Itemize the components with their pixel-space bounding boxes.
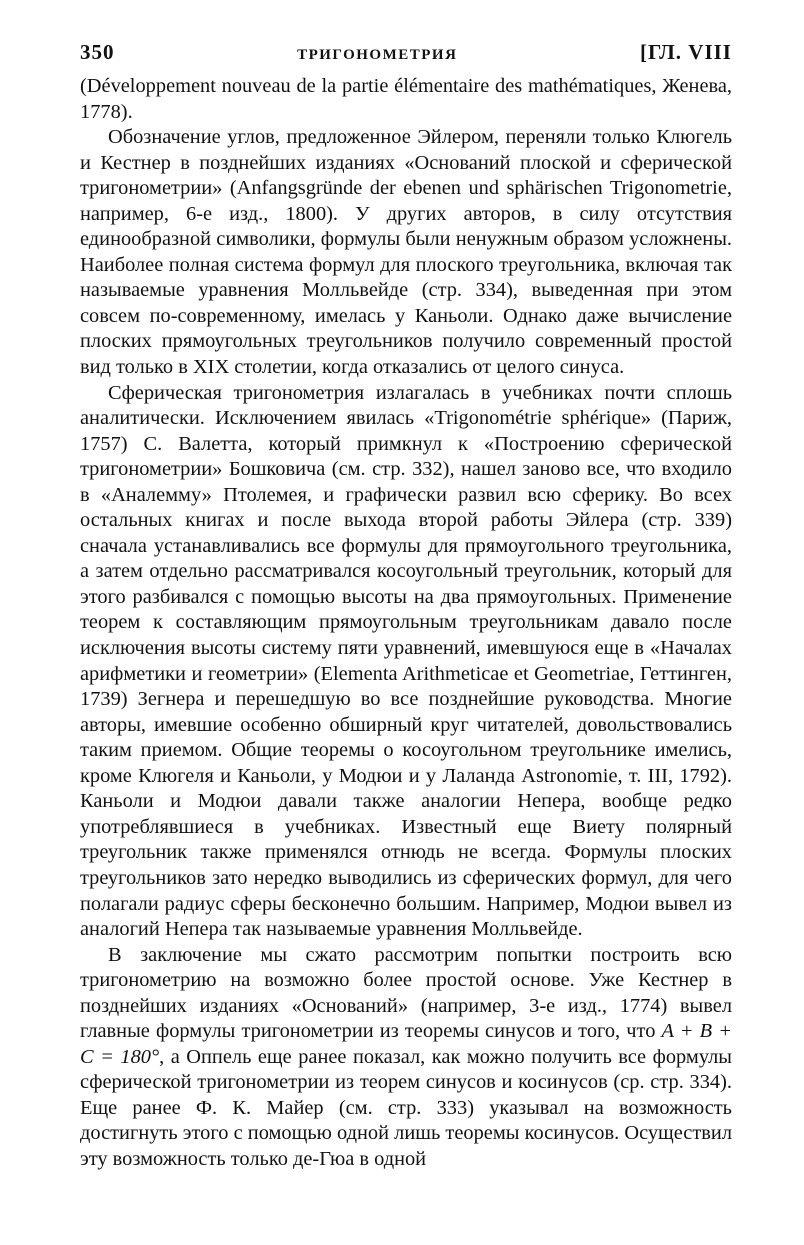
- paragraph-conclusion-end: , а Оппель еще ранее показал, как можно получить все формулы сферической тригонометрии из теорем синусов и косинусов (ср. стр. 334). Еще ранее Ф. К. Майер (см. стр. 333) указывал на возможность достигнуть этого с помощью одной лишь теоремы косинусов. Осуществил эту возможность только де-Гюа в одной: [80, 1045, 732, 1170]
- paragraph-euler-notation: Обозначение углов, предложенное Эйлером, переняли только Клюгель и Кестнер в позднейших изданиях «Оснований плоской и сферической тригонометрии» (Anfangsgründe der ebenen und sphärischen Trigonometrie, например, 6-е изд., 1800). У других авторов, в силу отсутствия единообразной символики, формулы были ненужным образом усложнены. Наиболее полная система формул для плоского треугольника, включая так называемые уравнения Молльвейде (стр. 334), выведенная при этом совсем по-современному, имелась у Каньоли. Однако даже вычисление плоских прямоугольных треугольников получило современный простой вид только в XIX столетии, когда отказались от целого синуса.: [80, 126, 732, 379]
- chapter-reference: [ГЛ. VIII: [639, 40, 732, 64]
- body-text: [80, 74, 732, 1173]
- paragraph-spherical-trigonometry: Сферическая тригонометрия излагалась в учебниках почти сплошь аналитически. Исключением явилась «Trigonométrie sphérique» (Париж, 1757) С. Валетта, который примкнул к «Построению сферической тригонометрии» Бошковича (см. стр. 332), нашел заново все, что входило в «Аналемму» Птолемея, и графически развил всю сферику. Во всех остальных книгах и после выхода второй работы Эйлера (стр. 339) сначала устанавливались все формулы для прямоугольного треугольника, а затем отдельно рассматривался косоугольный треугольник, который для этого разбивался с помощью высоты на два прямоугольных. Применение теорем к составляющим прямоугольным треугольникам давало после исключения высоты систему пяти уравнений, имевшуюся еще в «Началах арифметики и геометрии» (Elementa Arithmeticae et Geometriae, Геттинген, 1739) Зегнера и перешедшую во все позднейшие руководства. Многие авторы, имевшие особенно обширный круг читателей, довольствовались таким приемом. Общие теоремы о косоугольном треугольнике имелись, кроме Клюгеля и Каньоли, у Модюи и у Лаланда Astronomie, т. III, 1792). Каньоли и Модюи давали также аналогии Непера, вообще редко употреблявшиеся в учебниках. Известный еще Виету полярный треугольник также применялся отнюдь не всегда. Формулы плоских треугольников зато нередко выводились из сферических формул, для чего полагали радиус сферы бесконечно большим. Например, Модюи вывел из аналогий Непера так называемые уравнения Молльвейде.: [80, 381, 732, 941]
- running-head: [80, 40, 732, 74]
- page-number: 350: [80, 40, 115, 64]
- paragraph-continuation: (Développement nouveau de la partie élémentaire des mathématiques, Женева, 1778).: [80, 75, 732, 123]
- book-page: [80, 40, 732, 1173]
- paragraph-conclusion-start: В заключение мы сжато рассмотрим попытки построить всю тригонометрию на возможно более простой основе. Уже Кестнер в позднейших изданиях «Оснований» (например, 3-е изд., 1774) вывел главные формулы тригонометрии из теоремы синусов и того, что: [80, 943, 732, 1043]
- angle-sum-formula: A + B + C = 180°: [80, 1020, 733, 1068]
- paragraph-conclusion: [80, 943, 732, 1173]
- running-title: ТРИГОНОМЕТРИЯ: [297, 47, 458, 63]
